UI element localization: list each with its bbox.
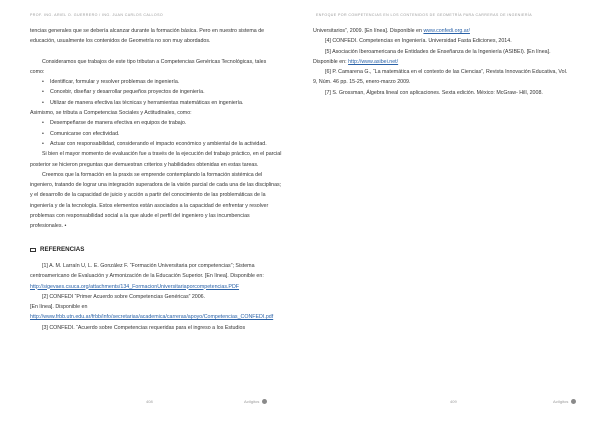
bullet-icon: • (42, 79, 44, 86)
logo-icon (571, 399, 576, 404)
reference-item: [6] P. Camarena G., “La matemática en el contexto de las Ciencias”, Revista Innovación Educativa, Vol. 9, Núm. 46 pp. 15-25, enero-marzo 2009. (313, 69, 568, 86)
paragraph: Asimismo, se tributa a Competencias Sociales y Actitudinales, como: (30, 110, 192, 117)
reference-item: [4] CONFEDI. Competencias en Ingeniería. Universidad Fasta Ediciones, 2014. (325, 38, 512, 45)
running-header: PROF. ING. ARIEL O. GUERRERO / ING. JUAN CARLOS CALLOSO (30, 13, 164, 17)
reference-link[interactable]: http://www.frbb.utn.edu.ar/frbb/info/secretarias/academica/carreras/apoyo/Competencias_CONFEDI.pdf (30, 314, 274, 321)
paragraph: Consideramos que trabajos de este tipo tributan a Competencias Genéricas Tecnológicas, tales como: (30, 58, 267, 75)
bullet-icon: • (42, 99, 44, 106)
page-number: 408 (146, 399, 153, 404)
bullet-item: • Desempeñarse de manera efectiva en equipos de trabajo. (30, 118, 282, 128)
reference-link[interactable]: http://www.asibei.net/ (348, 58, 399, 65)
right-page (300, 0, 600, 424)
bullet-list (30, 77, 282, 108)
reference-item: [3] CONFEDI. “Acuerdo sobre Competencias requeridas para el ingreso a los Estudios (42, 324, 246, 331)
reference-item: [5] Asociación Iberoamericana de Entidades de Enseñanza de la Ingeniería (ASIBEI). [En línea]. Disponible en: http://www.asibei.net/ (313, 48, 551, 65)
bullet-icon: • (42, 130, 44, 137)
paragraph: tencias generales que se debería alcanzar durante la formación básica. Pero en nuestro sistema de educación, usualmente los contenidos de Geometría no son muy abordados. (30, 28, 265, 45)
bullet-list (30, 118, 282, 149)
page-body (313, 26, 569, 98)
reference-item: [2] CONFEDI “Primer Acuerdo sobre Competencias Genéricas” 2006. (42, 293, 206, 300)
reference-item: [1] A. M. Larraín U, L. E. González F. “Formación Universitaria por competencias”; Sistema centroamericano de Evaluación y Armonización de la Educación Superior. [En línea]. Disponible en: http://sigevaes.csuca.org/attachments/134_FormacionUniversitariaporcompetencias.PDF (30, 262, 264, 290)
running-header: ENFOQUE POR COMPETENCIAS EN LOS CONTENIDOS DE GEOMETRÍA PARA CARRERAS DE INGENIERÍA (316, 13, 533, 17)
reference-item: Universitarios”, 2009. [En línea]. Disponible en www.confedi.org.ar/ (313, 28, 470, 34)
reference-item: [7] S. Grossman, Álgebra lineal con aplicaciones. Sexta edición. México: McGraw- Hill, 2008. (325, 89, 543, 96)
bullet-icon: • (42, 89, 44, 96)
reference-link[interactable]: www.confedi.org.ar/ (423, 28, 470, 34)
bullet-item: • Actuar con responsabilidad, considerando el impacto económico y ambiental de la actividad. (30, 139, 282, 149)
page-body (30, 26, 282, 333)
reference-link[interactable]: http://sigevaes.csuca.org/attachments/134_FormacionUniversitariaporcompetencias.PDF (30, 283, 240, 290)
bullet-item: • Identificar, formular y resolver problemas de ingeniería. (30, 77, 282, 87)
book-icon (30, 248, 36, 252)
logo-icon (262, 399, 267, 404)
bullet-icon: • (42, 120, 44, 127)
paragraph: Creemos que la formación en la praxis se emprende contemplando la formación sistémica del ingeniero, tratando de lograr una integración superadora de la visión parcial de cada una de las disciplinas; y el desarrollo de la capacidad de juicio y acción a partir del conocimiento de las problemáticas de la ingeniería y de la tecnología. Estos elementos están asociados a la capacidad de enfrentar y resolver problemas con responsabilidad social a la que alude el perfil del ingeniero y las incumbencias profesionales. • (30, 171, 282, 230)
references-heading: REFERENCIAS (30, 245, 282, 255)
bullet-item: • Utilizar de manera efectiva las técnicas y herramientas matemáticas en ingeniería. (30, 98, 282, 108)
bullet-item: • Comunicarse con efectividad. (30, 129, 282, 139)
bullet-item: • Concebir, diseñar y desarrollar pequeños proyectos de ingeniería. (30, 87, 282, 97)
paragraph: Si bien el mayor momento de evaluación fue a través de la ejecución del trabajo práctico, en el parcial posterior se hicieron preguntas que demuestran criterios y habilidades obtenidas en estas tareas. (30, 151, 282, 168)
footer-brand: ActIgitos (553, 399, 576, 404)
footer-brand: ActIgitos (244, 399, 267, 404)
reference-item: [En línea]. Disponible en http://www.frbb.utn.edu.ar/frbb/info/secretarias/academica/carreras/apoyo/Competencias_CONFEDI.pdf (30, 304, 274, 321)
page-number: 409 (450, 399, 457, 404)
bullet-icon: • (42, 140, 44, 147)
